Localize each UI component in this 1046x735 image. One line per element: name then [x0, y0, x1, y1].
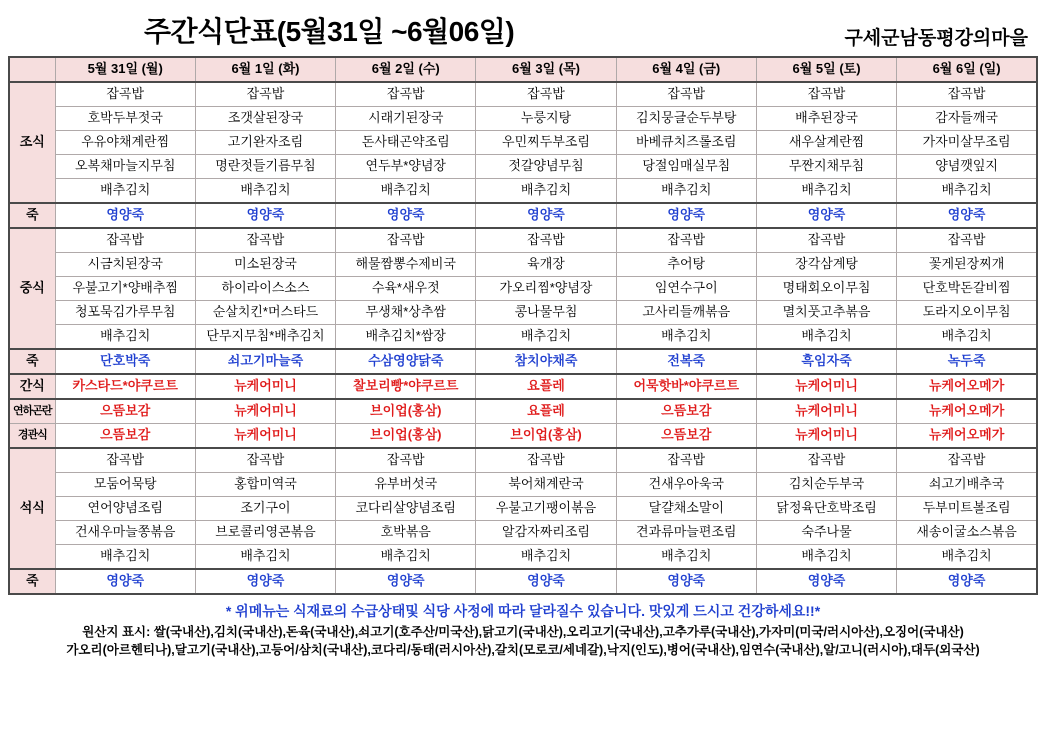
cell: 새우살계란찜	[756, 131, 896, 155]
cell: 장각삼계탕	[756, 253, 896, 277]
cell: 콩나물무침	[476, 301, 616, 325]
cell: 청포묵김가루무침	[55, 301, 195, 325]
cell: 멸치풋고추볶음	[756, 301, 896, 325]
cell: 배추김치	[195, 545, 335, 570]
cell: 배추김치	[616, 325, 756, 350]
cell: 당절임매실무침	[616, 155, 756, 179]
cell: 숙주나물	[756, 521, 896, 545]
cell: 명란젓들기름무침	[195, 155, 335, 179]
table-row	[9, 374, 1037, 399]
cell: 홍합미역국	[195, 473, 335, 497]
cell: 조기구이	[195, 497, 335, 521]
cell: 영양죽	[476, 569, 616, 594]
cell: 뉴케어미니	[195, 374, 335, 399]
table-row	[9, 228, 1037, 253]
table-row	[9, 497, 1037, 521]
table-row	[9, 155, 1037, 179]
cell: 건새우아욱국	[616, 473, 756, 497]
cell: 뉴케어미니	[195, 424, 335, 449]
cell: 잡곡밥	[756, 82, 896, 107]
cell: 우불고기*양배추찜	[55, 277, 195, 301]
cell: 닭정육단호박조림	[756, 497, 896, 521]
cell: 배추김치	[476, 545, 616, 570]
cell: 뉴케어오메가	[897, 399, 1037, 424]
cell: 영양죽	[336, 569, 476, 594]
cell: 으뜸보감	[616, 424, 756, 449]
cell: 시래기된장국	[336, 107, 476, 131]
cell: 뉴케어미니	[195, 399, 335, 424]
cell: 뉴케어미니	[756, 374, 896, 399]
category-lunch: 중식	[9, 228, 55, 349]
cell: 가오리찜*양념장	[476, 277, 616, 301]
cell: 배추김치	[195, 179, 335, 204]
cell: 배추김치	[897, 325, 1037, 350]
cell: 잡곡밥	[897, 448, 1037, 473]
cell: 잡곡밥	[55, 448, 195, 473]
category-tube-feed: 경관식	[9, 424, 55, 449]
cell: 연두부*양념장	[336, 155, 476, 179]
menu-table	[8, 56, 1038, 595]
cell: 배추김치	[756, 325, 896, 350]
cell: 뉴케어미니	[756, 424, 896, 449]
table-row	[9, 131, 1037, 155]
category-porridge-2: 죽	[9, 349, 55, 374]
page-title: 주간식단표(5월31일 ~6월06일)	[144, 16, 515, 47]
cell: 젓갈양념무침	[476, 155, 616, 179]
table-row	[9, 521, 1037, 545]
cell: 어묵핫바*야쿠르트	[616, 374, 756, 399]
table-row	[9, 179, 1037, 204]
cell: 감자들깨국	[897, 107, 1037, 131]
cell: 잡곡밥	[476, 228, 616, 253]
column-header-sun: 6월 6일 (일)	[897, 57, 1037, 82]
cell: 영양죽	[55, 203, 195, 228]
table-row	[9, 424, 1037, 449]
cell: 영양죽	[195, 203, 335, 228]
cell: 쇠고기배추국	[897, 473, 1037, 497]
cell: 잡곡밥	[616, 82, 756, 107]
cell: 참치야채죽	[476, 349, 616, 374]
cell: 잡곡밥	[336, 82, 476, 107]
cell: 호박두부젓국	[55, 107, 195, 131]
cell: 배추김치*쌈장	[336, 325, 476, 350]
cell: 영양죽	[616, 203, 756, 228]
cell: 찰보리빵*야쿠르트	[336, 374, 476, 399]
category-snack: 간식	[9, 374, 55, 399]
cell: 오복채마늘지무침	[55, 155, 195, 179]
cell: 배추김치	[756, 179, 896, 204]
cell: 고사리들깨볶음	[616, 301, 756, 325]
category-porridge-3: 죽	[9, 569, 55, 594]
cell: 잡곡밥	[897, 228, 1037, 253]
table-row	[9, 301, 1037, 325]
cell: 잡곡밥	[476, 448, 616, 473]
cell: 추어탕	[616, 253, 756, 277]
cell: 배추된장국	[756, 107, 896, 131]
cell: 영양죽	[756, 203, 896, 228]
table-row	[9, 107, 1037, 131]
cell: 해물짬뽕수제비국	[336, 253, 476, 277]
cell: 우유야채계란찜	[55, 131, 195, 155]
cell: 잡곡밥	[336, 448, 476, 473]
cell: 흑임자죽	[756, 349, 896, 374]
cell: 두부미트볼조림	[897, 497, 1037, 521]
cell: 영양죽	[897, 203, 1037, 228]
cell: 우불고기팽이볶음	[476, 497, 616, 521]
cell: 육개장	[476, 253, 616, 277]
cell: 단호박죽	[55, 349, 195, 374]
cell: 배추김치	[476, 325, 616, 350]
cell: 배추김치	[476, 179, 616, 204]
cell: 요플레	[476, 399, 616, 424]
table-row	[9, 82, 1037, 107]
table-row	[9, 349, 1037, 374]
cell: 잡곡밥	[195, 82, 335, 107]
cell: 알감자짜리조림	[476, 521, 616, 545]
cell: 전복죽	[616, 349, 756, 374]
cell: 뉴케어미니	[756, 399, 896, 424]
header	[8, 6, 1038, 56]
cell: 잡곡밥	[476, 82, 616, 107]
cell: 배추김치	[897, 179, 1037, 204]
cell: 잡곡밥	[616, 228, 756, 253]
cell: 영양죽	[336, 203, 476, 228]
cell: 꽃게된장찌개	[897, 253, 1037, 277]
cell: 명태회오이무침	[756, 277, 896, 301]
cell: 브이업(홍삼)	[476, 424, 616, 449]
cell: 브이업(홍삼)	[336, 424, 476, 449]
cell: 브이업(홍삼)	[336, 399, 476, 424]
cell: 수삼영양닭죽	[336, 349, 476, 374]
cell: 새송이굴소스볶음	[897, 521, 1037, 545]
cell: 달걀채소말이	[616, 497, 756, 521]
footer-notes	[8, 597, 1038, 659]
cell: 영양죽	[616, 569, 756, 594]
note-origin-line-2: 가오리(아르헨티나),달고기(국내산),고등어/삼치(국내산),코다리/동태(러시아산),갈치(모로코/세네갈),낙지(인도),병어(국내산),임연수(국내산),알/고니(러시아),대두(외국산)	[66, 643, 980, 658]
column-header-sat: 6월 5일 (토)	[756, 57, 896, 82]
cell: 잡곡밥	[756, 448, 896, 473]
cell: 배추김치	[336, 179, 476, 204]
cell: 잡곡밥	[55, 228, 195, 253]
cell: 잡곡밥	[897, 82, 1037, 107]
cell: 조갯살된장국	[195, 107, 335, 131]
cell: 순살치킨*머스타드	[195, 301, 335, 325]
cell: 잡곡밥	[616, 448, 756, 473]
table-row	[9, 325, 1037, 350]
cell: 배추김치	[897, 545, 1037, 570]
cell: 임연수구이	[616, 277, 756, 301]
cell: 배추김치	[55, 545, 195, 570]
cell: 우민찌두부조림	[476, 131, 616, 155]
cell: 무짠지채무침	[756, 155, 896, 179]
cell: 김치뭉글순두부탕	[616, 107, 756, 131]
cell: 배추김치	[336, 545, 476, 570]
cell: 잡곡밥	[336, 228, 476, 253]
cell: 수육*새우젓	[336, 277, 476, 301]
cell: 코다리살양념조림	[336, 497, 476, 521]
table-row	[9, 277, 1037, 301]
table-row	[9, 545, 1037, 570]
cell: 배추김치	[55, 325, 195, 350]
note-origin-line-1: 원산지 표시: 쌀(국내산),김치(국내산),돈육(국내산),쇠고기(호주산/미국산),닭고기(국내산),오리고기(국내산),고추가루(국내산),가자미(미국/러시아산),오징어(국내산)	[82, 625, 964, 639]
note-disclaimer: * 위메뉴는 식재료의 수급상태및 식당 사정에 따라 달라질수 있습니다. 맛있게 드시고 건강하세요!!*	[225, 603, 821, 619]
cell: 고기완자조림	[195, 131, 335, 155]
cell: 하이라이스소스	[195, 277, 335, 301]
cell: 배추김치	[756, 545, 896, 570]
cell: 뉴케어오메가	[897, 424, 1037, 449]
cell: 시금치된장국	[55, 253, 195, 277]
cell: 단호박돈갈비찜	[897, 277, 1037, 301]
cell: 누룽지탕	[476, 107, 616, 131]
table-row	[9, 399, 1037, 424]
cell: 잡곡밥	[195, 228, 335, 253]
cell: 뉴케어오메가	[897, 374, 1037, 399]
cell: 쇠고기마늘죽	[195, 349, 335, 374]
cell: 배추김치	[616, 179, 756, 204]
category-breakfast: 조식	[9, 82, 55, 203]
cell: 배추김치	[616, 545, 756, 570]
header-corner	[9, 57, 55, 82]
cell: 모둠어묵탕	[55, 473, 195, 497]
cell: 잡곡밥	[195, 448, 335, 473]
category-dinner: 석식	[9, 448, 55, 569]
cell: 단무지무침*배추김치	[195, 325, 335, 350]
cell: 연어양념조림	[55, 497, 195, 521]
cell: 카스타드*야쿠르트	[55, 374, 195, 399]
cell: 미소된장국	[195, 253, 335, 277]
cell: 가자미살무조림	[897, 131, 1037, 155]
column-header-thu: 6월 3일 (목)	[476, 57, 616, 82]
cell: 으뜸보감	[55, 399, 195, 424]
cell: 잡곡밥	[756, 228, 896, 253]
category-porridge-1: 죽	[9, 203, 55, 228]
table-header-row	[9, 57, 1037, 82]
cell: 브로콜리영콘볶음	[195, 521, 335, 545]
cell: 돈사태곤약조림	[336, 131, 476, 155]
column-header-tue: 6월 1일 (화)	[195, 57, 335, 82]
cell: 요플레	[476, 374, 616, 399]
cell: 영양죽	[897, 569, 1037, 594]
cell: 영양죽	[55, 569, 195, 594]
cell: 호박볶음	[336, 521, 476, 545]
table-row	[9, 253, 1037, 277]
cell: 유부버섯국	[336, 473, 476, 497]
column-header-mon: 5월 31일 (월)	[55, 57, 195, 82]
column-header-fri: 6월 4일 (금)	[616, 57, 756, 82]
cell: 잡곡밥	[55, 82, 195, 107]
cell: 으뜸보감	[616, 399, 756, 424]
table-row	[9, 569, 1037, 594]
cell: 건새우마늘쫑볶음	[55, 521, 195, 545]
cell: 영양죽	[195, 569, 335, 594]
cell: 녹두죽	[897, 349, 1037, 374]
cell: 영양죽	[476, 203, 616, 228]
column-header-wed: 6월 2일 (수)	[336, 57, 476, 82]
cell: 도라지오이무침	[897, 301, 1037, 325]
cell: 으뜸보감	[55, 424, 195, 449]
table-row	[9, 448, 1037, 473]
category-soft-diet: 연하곤란	[9, 399, 55, 424]
cell: 양념깻잎지	[897, 155, 1037, 179]
cell: 김치순두부국	[756, 473, 896, 497]
table-row	[9, 473, 1037, 497]
cell: 북어채계란국	[476, 473, 616, 497]
cell: 무생채*상추쌈	[336, 301, 476, 325]
cell: 견과류마늘편조림	[616, 521, 756, 545]
cell: 영양죽	[756, 569, 896, 594]
cell: 바베큐치즈롤조림	[616, 131, 756, 155]
cell: 배추김치	[55, 179, 195, 204]
table-row	[9, 203, 1037, 228]
organization-name: 구세군남동평강의마을	[844, 28, 1028, 49]
